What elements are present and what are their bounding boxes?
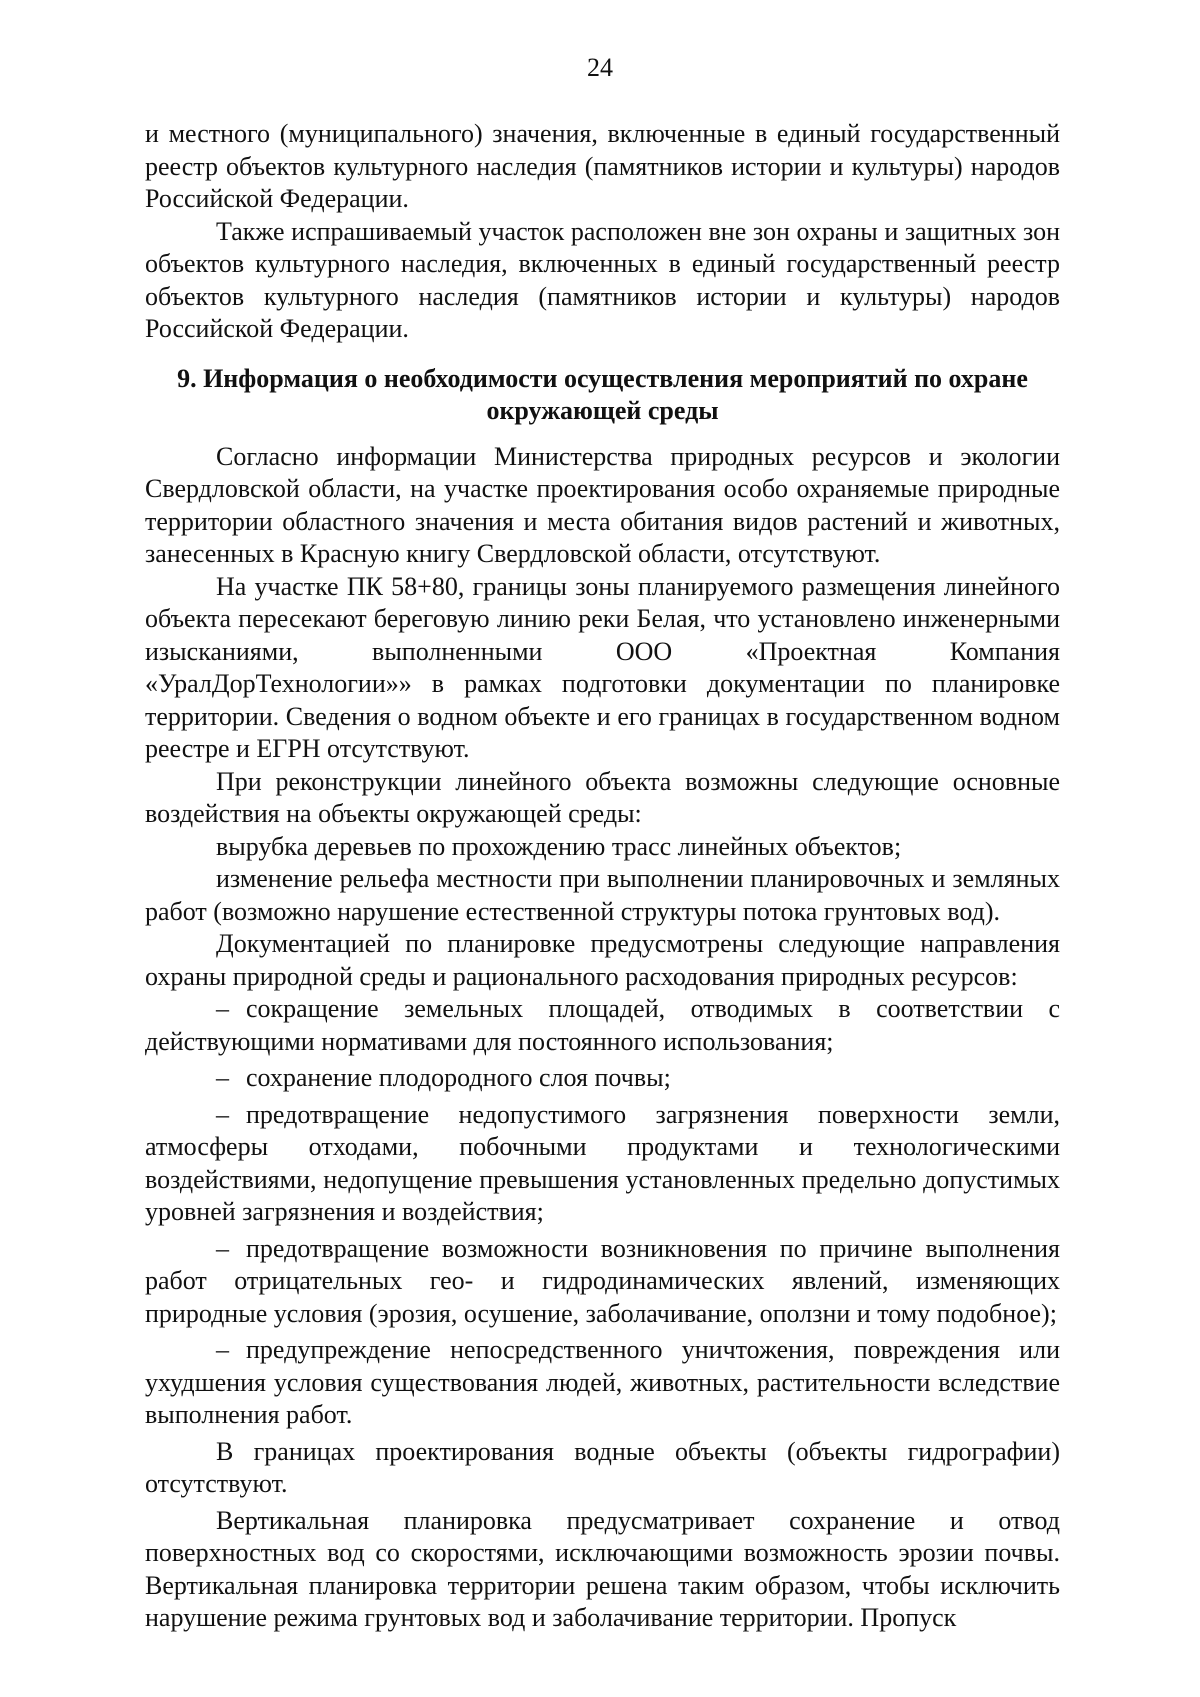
paragraph: В границах проектирования водные объекты (объекты гидрографии) отсутствуют. [145, 1436, 1060, 1498]
list-dash: – [216, 1233, 229, 1263]
paragraph: На участке ПК 58+80, границы зоны планируемого размещения линейного объекта пересекают береговую линию реки Белая, что установлено инженерными изысканиями, выполненными ООО «Проектная Компания «УралДорТехнологии»» в рамках подготовки документации по планировке территории. Сведения о водном объекте и его границах в государственном водном реестре и ЕГРН отсутствуют. [145, 571, 1060, 763]
list-item [145, 1099, 1060, 1229]
list-item [145, 993, 1060, 1058]
list-item-text: предотвращение возможности возникновения по причине выполнения работ отрицательных гео- и гидродинамических явлений, изменяющих природные условия (эрозия, осушение, заболачивание, оползни и тому подобное); [145, 1233, 1060, 1328]
list-item-text: сокращение земельных площадей, отводимых в соответствии с действующими нормативами для постоянного использования; [145, 994, 1060, 1056]
list-item [145, 1334, 1060, 1432]
section-heading: 9. Информация о необходимости осуществления мероприятий по охране окружающей среды [177, 363, 1028, 425]
paragraph: вырубка деревьев по прохождению трасс линейных объектов; [216, 831, 902, 861]
page-number: 24 [587, 53, 613, 82]
list-dash: – [216, 994, 229, 1023]
list-item [145, 1233, 1060, 1331]
paragraph: Вертикальная планировка предусматривает сохранение и отвод поверхностных вод со скоростями, исключающими возможность эрозии почвы. Вертикальная планировка территории решена таким образом, чтобы исключить нарушение режима грунтовых вод и заболачивание территории. Пропуск [145, 1505, 1060, 1632]
list-item-text: сохранение плодородного слоя почвы; [246, 1063, 671, 1092]
list-dash: – [216, 1335, 229, 1364]
paragraph: Согласно информации Министерства природных ресурсов и экологии Свердловской области, на участке проектирования особо охраняемые природные территории областного значения и места обитания видов растений и животных, занесенных в Красную книгу Свердловской области, отсутствуют. [145, 441, 1060, 568]
paragraph-continuation: и местного (муниципального) значения, включенные в единый государственный реестр объектов культурного наследия (памятников истории и культуры) народов Российской Федерации. [145, 119, 1060, 213]
paragraph: Документацией по планировке предусмотрены следующие направления охраны природной среды и рационального расходования природных ресурсов: [145, 929, 1060, 991]
paragraph: изменение рельефа местности при выполнении планировочных и земляных работ (возможно нарушение естественной структуры потока грунтовых вод). [145, 864, 1060, 926]
paragraph: При реконструкции линейного объекта возможны следующие основные воздействия на объекты окружающей среды: [145, 766, 1060, 828]
list-item-text: предупреждение непосредственного уничтожения, повреждения или ухудшения условия существования людей, животных, растительности вследствие выполнения работ. [145, 1335, 1060, 1429]
list-item-text: предотвращение недопустимого загрязнения поверхности земли, атмосферы отходами, побочными продуктами и технологическими воздействиями, недопущение превышения установленных предельно допустимых уровней загрязнения и воздействия; [145, 1099, 1060, 1226]
list-item [145, 1062, 1060, 1095]
list-dash: – [216, 1063, 229, 1092]
paragraph: Также испрашиваемый участок расположен вне зон охраны и защитных зон объектов культурного наследия, включенных в единый государственный реестр объектов культурного наследия (памятников истории и культуры) народов Российской Федерации. [145, 216, 1060, 343]
document-body [145, 118, 1060, 1635]
list-dash: – [216, 1099, 229, 1129]
